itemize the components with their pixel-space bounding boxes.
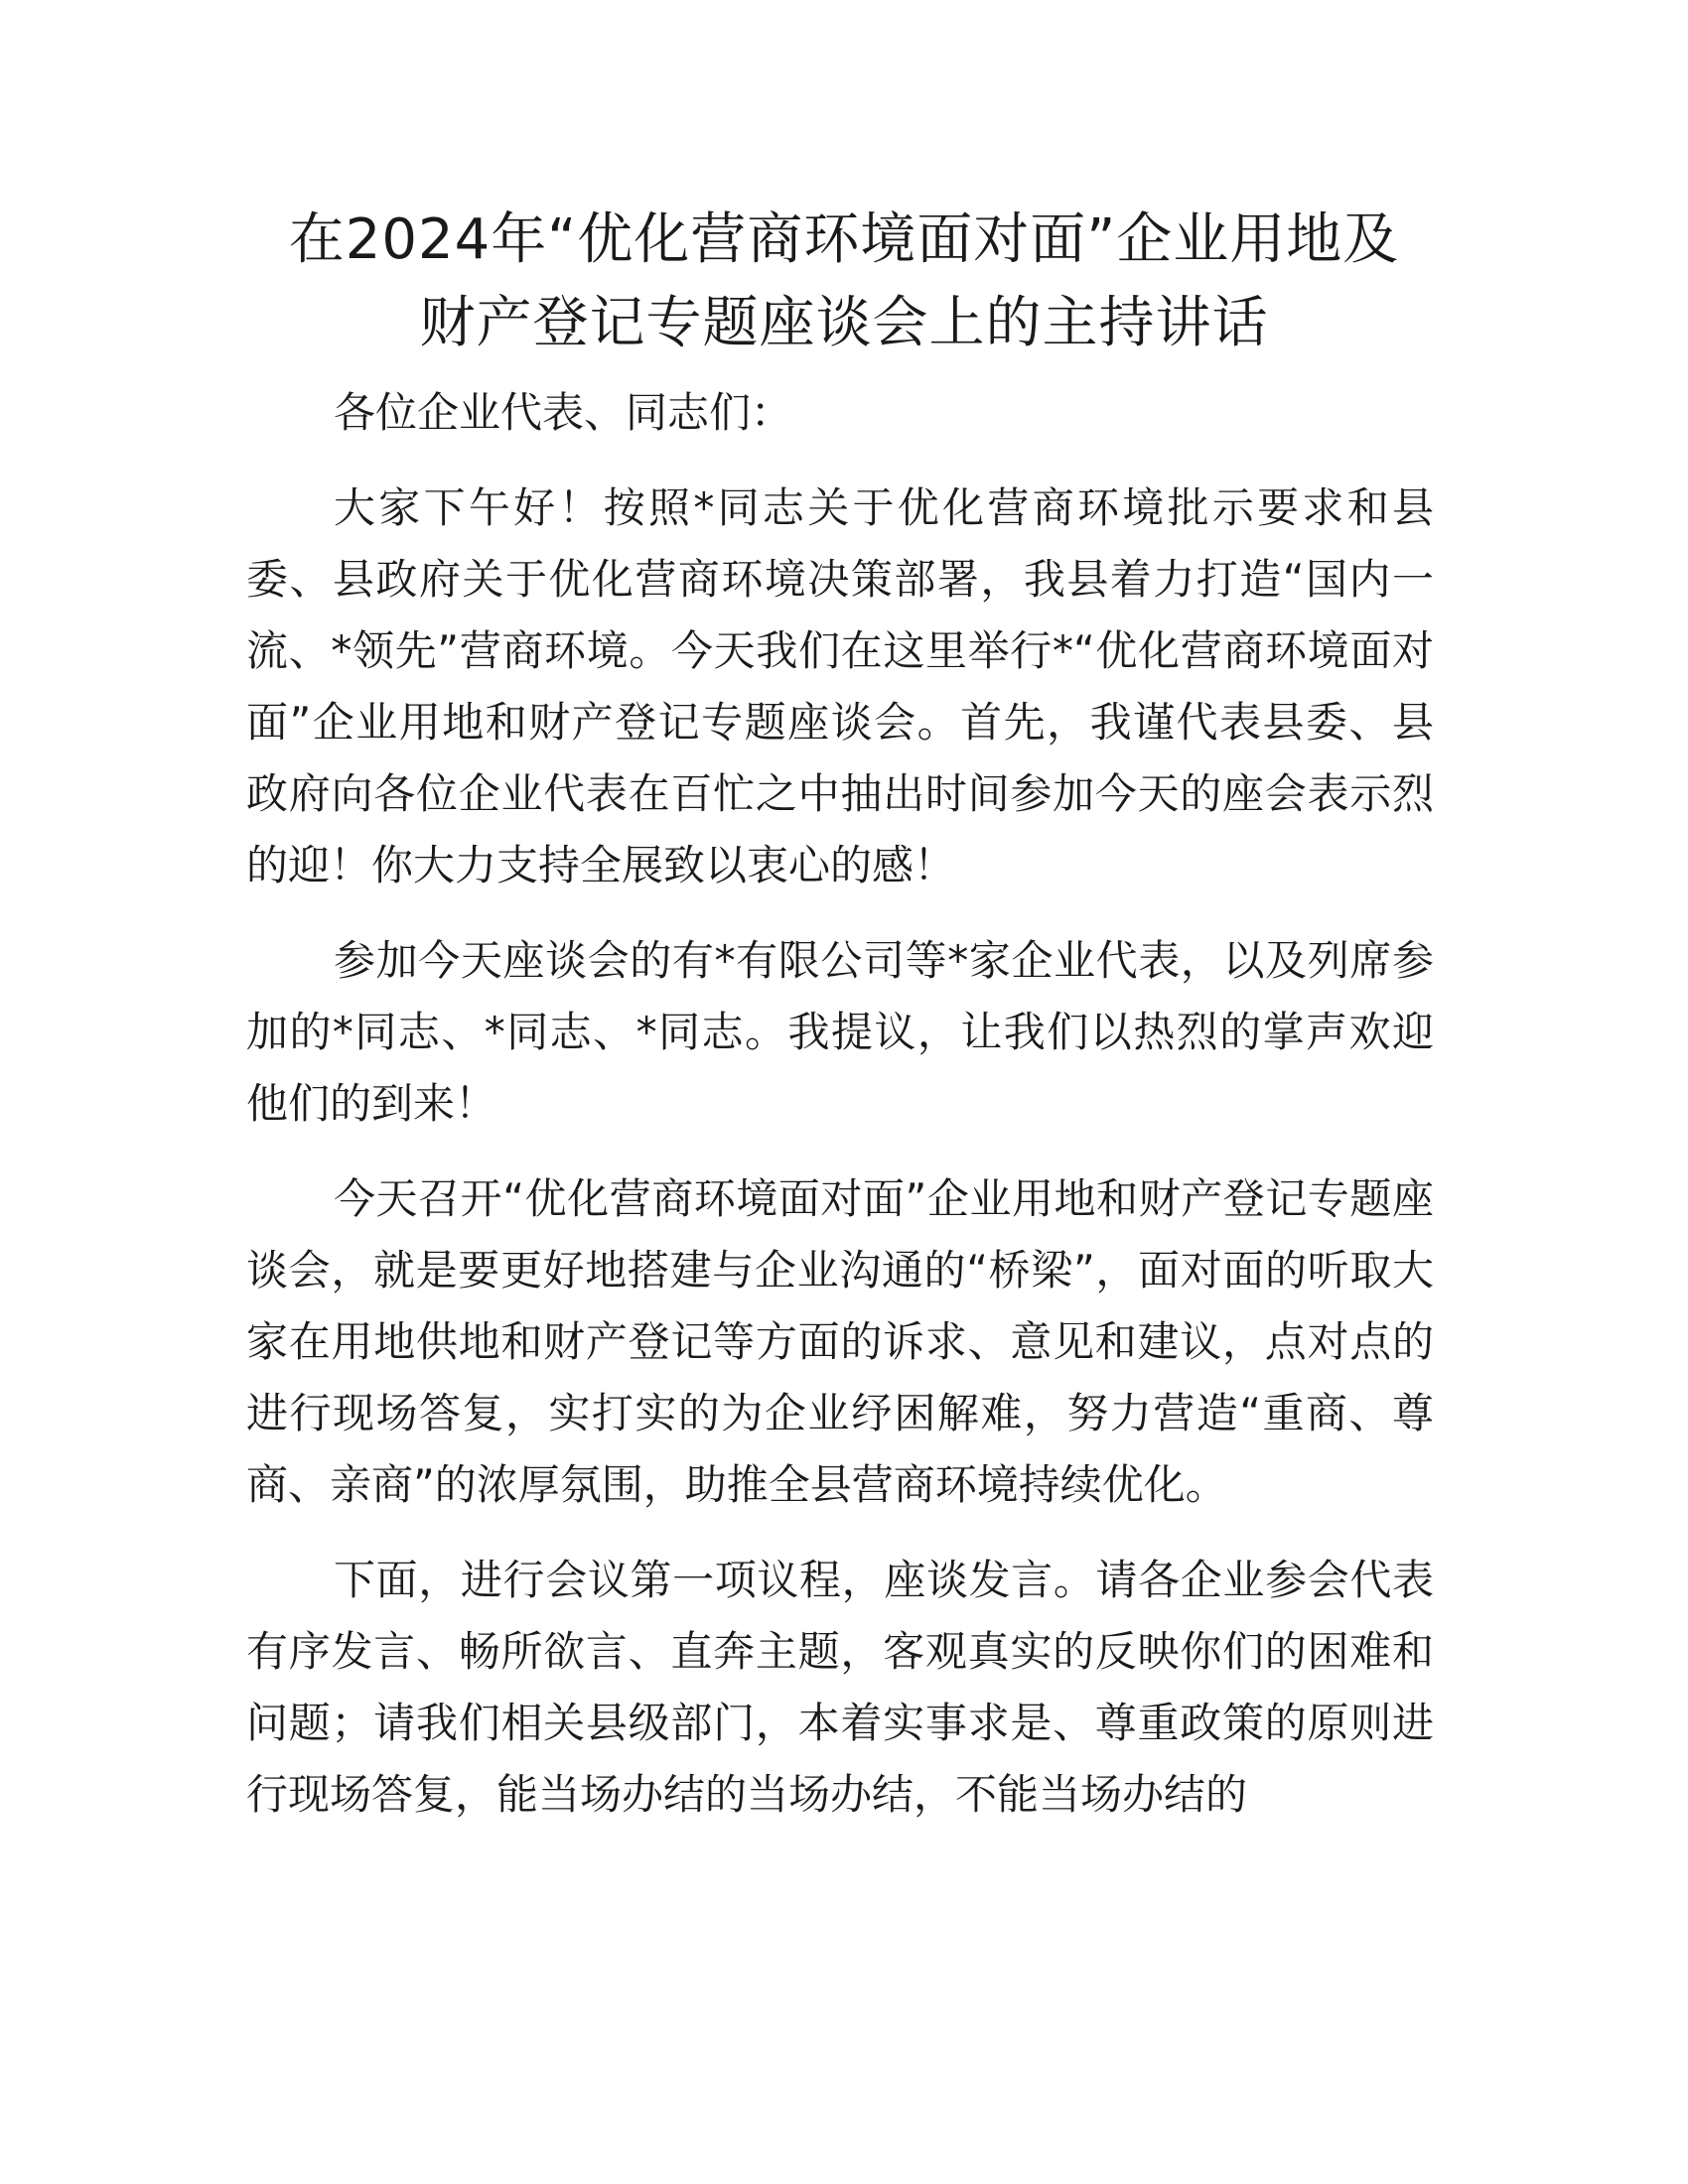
title-line-1: 在2024年“优化营商环境面对面”企业用地及 (288, 207, 1400, 272)
title-line-2: 财产登记专题座谈会上的主持讲话 (419, 291, 1269, 355)
document-title (228, 199, 1460, 365)
document-body (246, 377, 1434, 1854)
paragraph-4: 下面，进行会议第一项议程，座谈发言。请各企业参会代表有序发言、畅所欲言、直奔主题，客观真实的反映你们的困难和问题；请我们相关县级部门，本着实事求是、尊重政策的原则进行现场答复，能当场办结的当场办结，不能当场办结的 (246, 1556, 1434, 1819)
paragraph-3: 今天召开“优化营商环境面对面”企业用地和财产登记专题座谈会，就是要更好地搭建与企业沟通的“桥梁”，面对面的听取大家在用地供地和财产登记等方面的诉求、意见和建议，点对点的进行现场答复，实打实的为企业纾困解难，努力营造“重商、尊商、亲商”的浓厚氛围，助推全县营商环境持续优化。 (246, 1174, 1434, 1509)
paragraph-2: 参加今天座谈会的有*有限公司等*家企业代表，以及列席参加的*同志、*同志、*同志。我提议，让我们以热烈的掌声欢迎他们的到来！ (246, 936, 1434, 1128)
salutation: 各位企业代表、同志们： (334, 388, 793, 437)
paragraph-1: 大家下午好！按照*同志关于优化营商环境批示要求和县委、县政府关于优化营商环境决策部署，我县着力打造“国内一流、*领先”营商环境。今天我们在这里举行*“优化营商环境面对面”企业用地和财产登记专题座谈会。首先，我谨代表县委、县政府向各位企业代表在百忙之中抽出时间参加今天的座会表示烈的迎！你大力支持全展致以衷心的感！ (246, 483, 1434, 889)
